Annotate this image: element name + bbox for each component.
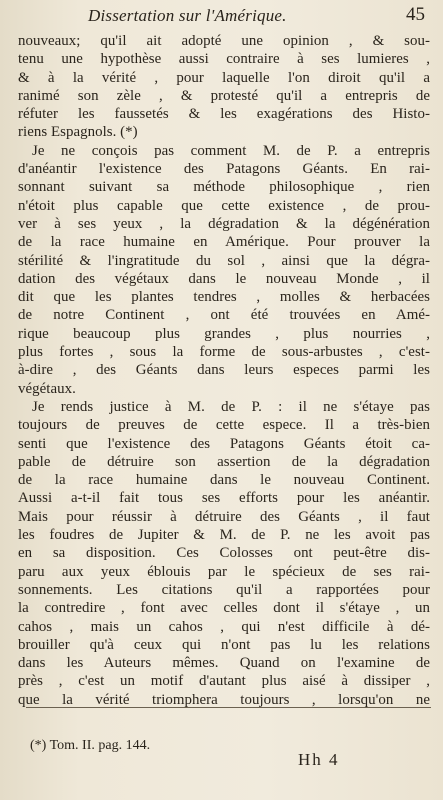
text-line: senti que l'existence des Patagons Géants étoit ca- <box>18 435 430 452</box>
text-line: brouiller qu'à ceux qui n'ont pas lu les relations <box>18 636 430 653</box>
text-line: nouveaux; qu'il ait adopté une opinion , & sou- <box>18 33 430 49</box>
text-line: plus fortes , sous la forme de sous-arbustes , c'est- <box>18 344 430 361</box>
text-line: Je ne conçois pas comment M. de P. a entrepris <box>32 142 430 159</box>
text-line: sonnant suivant sa méthode philosophique , rien <box>18 179 430 196</box>
text-line: sonnements. Les citations qu'il a rapportées pour <box>18 581 430 598</box>
text-line: stérilité & l'ingratitude du sol , ainsi que la dégra- <box>18 252 430 269</box>
text-line: les foudres de Jupiter & M. de P. ne les avoit pas <box>18 527 430 544</box>
text-line: de notre Continent , ont été trouvées en Amé- <box>18 307 430 324</box>
signature-mark: Hh 4 <box>298 750 340 769</box>
body-text <box>18 32 430 709</box>
text-line: dit que les plantes tendres , molles & herbacées <box>18 289 430 306</box>
text-line: de la race humaine dans le nouveau Continent. <box>18 472 430 489</box>
page-number: 45 <box>406 4 425 25</box>
paragraph-1 <box>18 32 430 142</box>
text-line: ver à ses yeux , la dégradation & la dégénération <box>18 215 430 232</box>
text-line: près , c'est un motif d'autant plus aisé à dissiper , <box>18 673 430 690</box>
page-header <box>0 6 443 32</box>
text-line: à-dire , des Géants dans leurs especes parmi les <box>18 362 430 379</box>
text-line: d'anéantir l'existence des Patagons Géants. En rai- <box>18 161 430 178</box>
text-line: ranimé son zèle , & protesté qu'il a entrepris de <box>18 87 430 104</box>
paragraph-2 <box>18 142 430 398</box>
text-line: cahos , mais un cahos , qui n'est difficile à dé- <box>18 618 430 635</box>
text-line: en sa disposition. Ces Colosses ont peut-être dis- <box>18 545 430 562</box>
text-line: que la vérité triomphera toujours , lorsqu'on ne <box>18 691 430 708</box>
text-line: de la race humaine en Amérique. Pour prouver la <box>18 234 430 251</box>
text-line: Je rends justice à M. de P. : il ne s'étaye pas <box>32 398 430 415</box>
text-line: riens Espagnols. (*) <box>18 124 138 141</box>
text-line: tenu une hypothèse aussi contraire à ses lumieres , <box>18 51 430 68</box>
text-line: Aussi a-t-il fait tous ses efforts pour les anéantir. <box>18 490 430 507</box>
running-head: Dissertation sur l'Amérique. <box>88 6 287 25</box>
text-line: dation des végétaux dans le nouveau Monde , il <box>18 270 430 287</box>
text-line: Mais pour réussir à détruire des Géants , il faut <box>18 508 430 525</box>
text-line: pable de détruire son assertion de la dégradation <box>18 453 430 470</box>
text-line: rique beaucoup plus grandes , plus nourries , <box>18 325 430 342</box>
paragraph-3 <box>18 398 430 709</box>
text-line: paru aux yeux éblouis par le spécieux de ses rai- <box>18 563 430 580</box>
text-line: réfuter les faussetés & les exagérations des Histo- <box>18 106 430 123</box>
text-line: la contredire , font avec celles dont il s'étaye , un <box>18 600 430 617</box>
text-line: n'étoit plus capable que cette existence , de prou- <box>18 197 430 214</box>
footnote: (*) Tom. II. pag. 144. <box>30 738 151 753</box>
footnote-divider <box>26 707 431 708</box>
text-line: & à la vérité , pour laquelle l'on diroit qu'il a <box>18 69 430 86</box>
text-line: toujours de preuves de cette espece. Il a très-bien <box>18 417 430 434</box>
text-line: végétaux. <box>18 380 76 397</box>
text-line: dans les Auteurs mêmes. Quand on l'examine de <box>18 655 430 672</box>
